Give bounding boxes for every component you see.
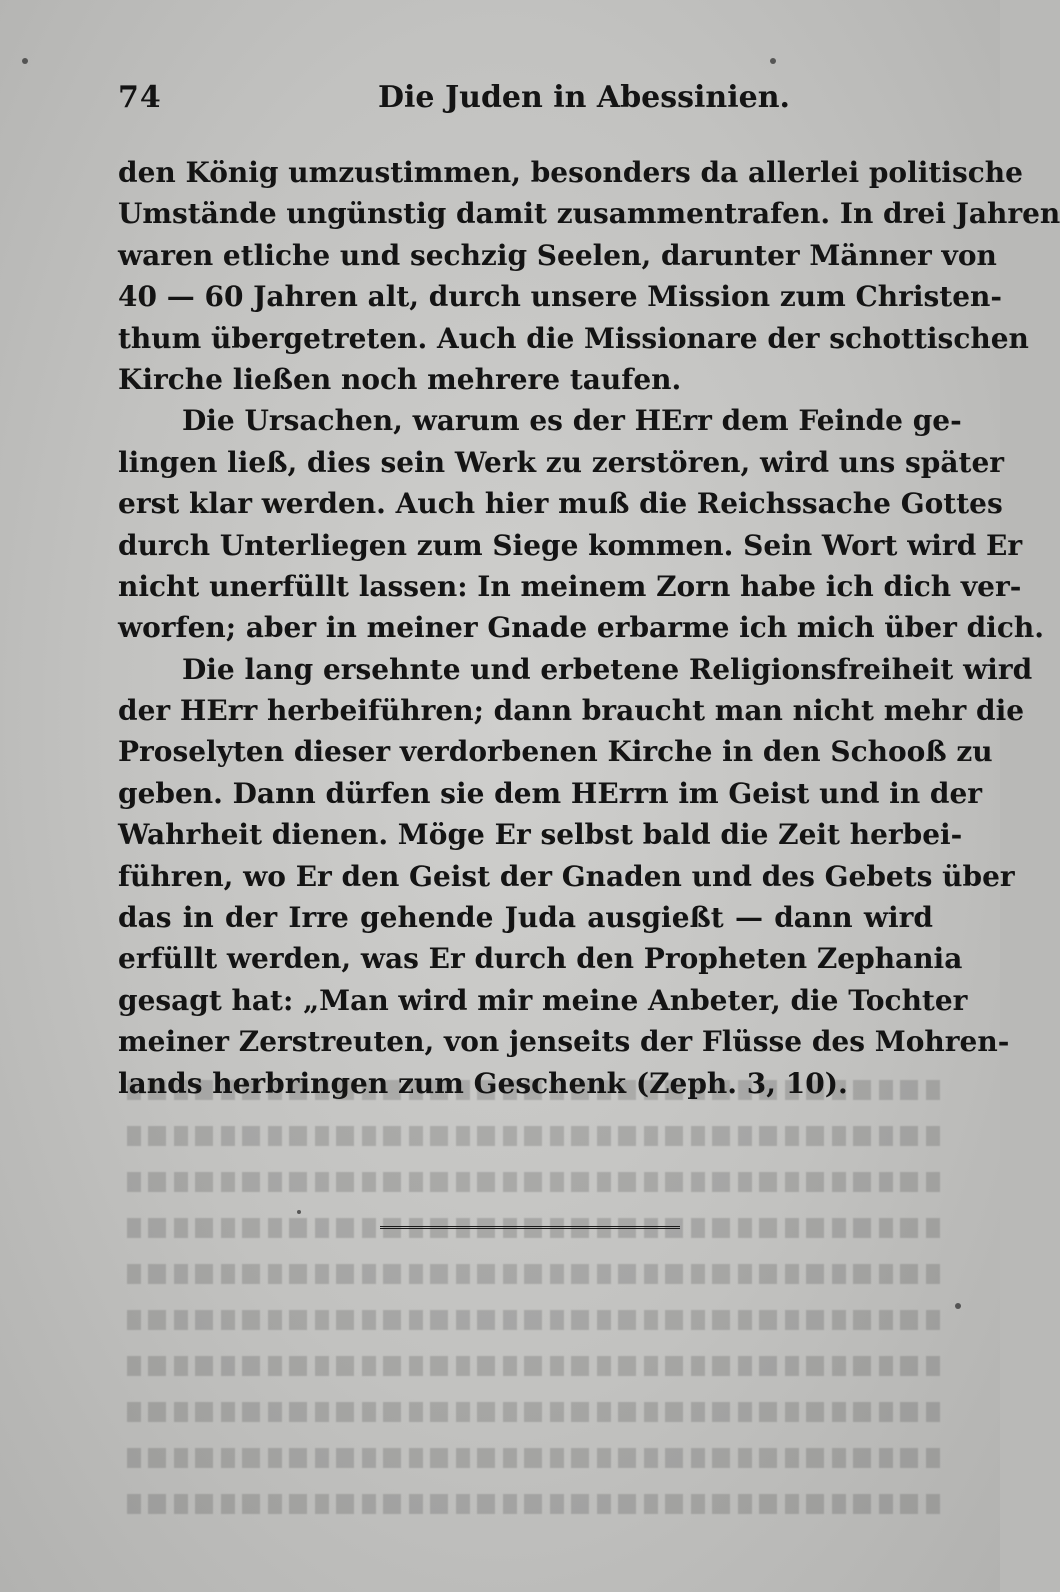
- text-line: erst klar werden. Auch hier muß die Reichssache Gottes: [118, 487, 1003, 521]
- text-line: thum übergetreten. Auch die Missionare der schottischen: [118, 321, 1029, 355]
- text-line: Proselyten dieser verdorbenen Kirche in den Schooß zu: [118, 735, 993, 769]
- text-line: meiner Zerstreuten, von jenseits der Flüsse des Mohren-: [118, 1025, 1010, 1059]
- text-line: waren etliche und sechzig Seelen, darunter Männer von: [118, 238, 997, 272]
- text-line: lands herbringen zum Geschenk (Zeph. 3, 10).: [118, 1066, 848, 1100]
- reverse-side-bleed-through: [120, 1080, 940, 1520]
- text-line: nicht unerfüllt lassen: In meinem Zorn habe ich dich ver-: [118, 569, 1022, 603]
- text-line: Wahrheit dienen. Möge Er selbst bald die Zeit herbei-: [118, 818, 963, 852]
- body-text: [118, 152, 1060, 1104]
- running-head: Die Juden in Abessinien.: [378, 80, 790, 115]
- text-line: Die lang ersehnte und erbetene Religionsfreiheit wird: [182, 652, 1033, 686]
- text-line: gesagt hat: „Man wird mir meine Anbeter, die Tochter: [118, 983, 968, 1017]
- section-end-rule: [380, 1226, 680, 1229]
- text-line: lingen ließ, dies sein Werk zu zerstören, wird uns später: [118, 445, 1005, 479]
- page-header: [118, 80, 933, 120]
- text-line: Kirche ließen noch mehrere taufen.: [118, 362, 682, 396]
- text-line: Die Ursachen, warum es der HErr dem Feinde ge-: [182, 404, 962, 438]
- text-line: geben. Dann dürfen sie dem HErrn im Geist und in der: [118, 776, 983, 810]
- text-line: erfüllt werden, was Er durch den Propheten Zephania: [118, 942, 963, 976]
- paper-speck: [770, 58, 776, 64]
- text-line: 40 — 60 Jahren alt, durch unsere Mission zum Christen-: [118, 280, 1002, 314]
- text-line: der HErr herbeiführen; dann braucht man nicht mehr die: [118, 694, 1025, 728]
- text-line: Umstände ungünstig damit zusammentrafen. In drei Jahren: [118, 197, 1060, 231]
- text-line: führen, wo Er den Geist der Gnaden und des Gebets über: [118, 859, 1015, 893]
- paper-speck: [297, 1210, 301, 1214]
- text-line: worfen; aber in meiner Gnade erbarme ich mich über dich.: [118, 611, 1044, 645]
- text-line: das in der Irre gehende Juda ausgießt — dann wird: [118, 901, 933, 935]
- text-line: durch Unterliegen zum Siege kommen. Sein Wort wird Er: [118, 528, 1023, 562]
- page-number: 74: [118, 80, 162, 115]
- paper-speck: [22, 58, 28, 64]
- paper-speck: [955, 1303, 961, 1309]
- text-line: den König umzustimmen, besonders da allerlei politische: [118, 156, 1023, 189]
